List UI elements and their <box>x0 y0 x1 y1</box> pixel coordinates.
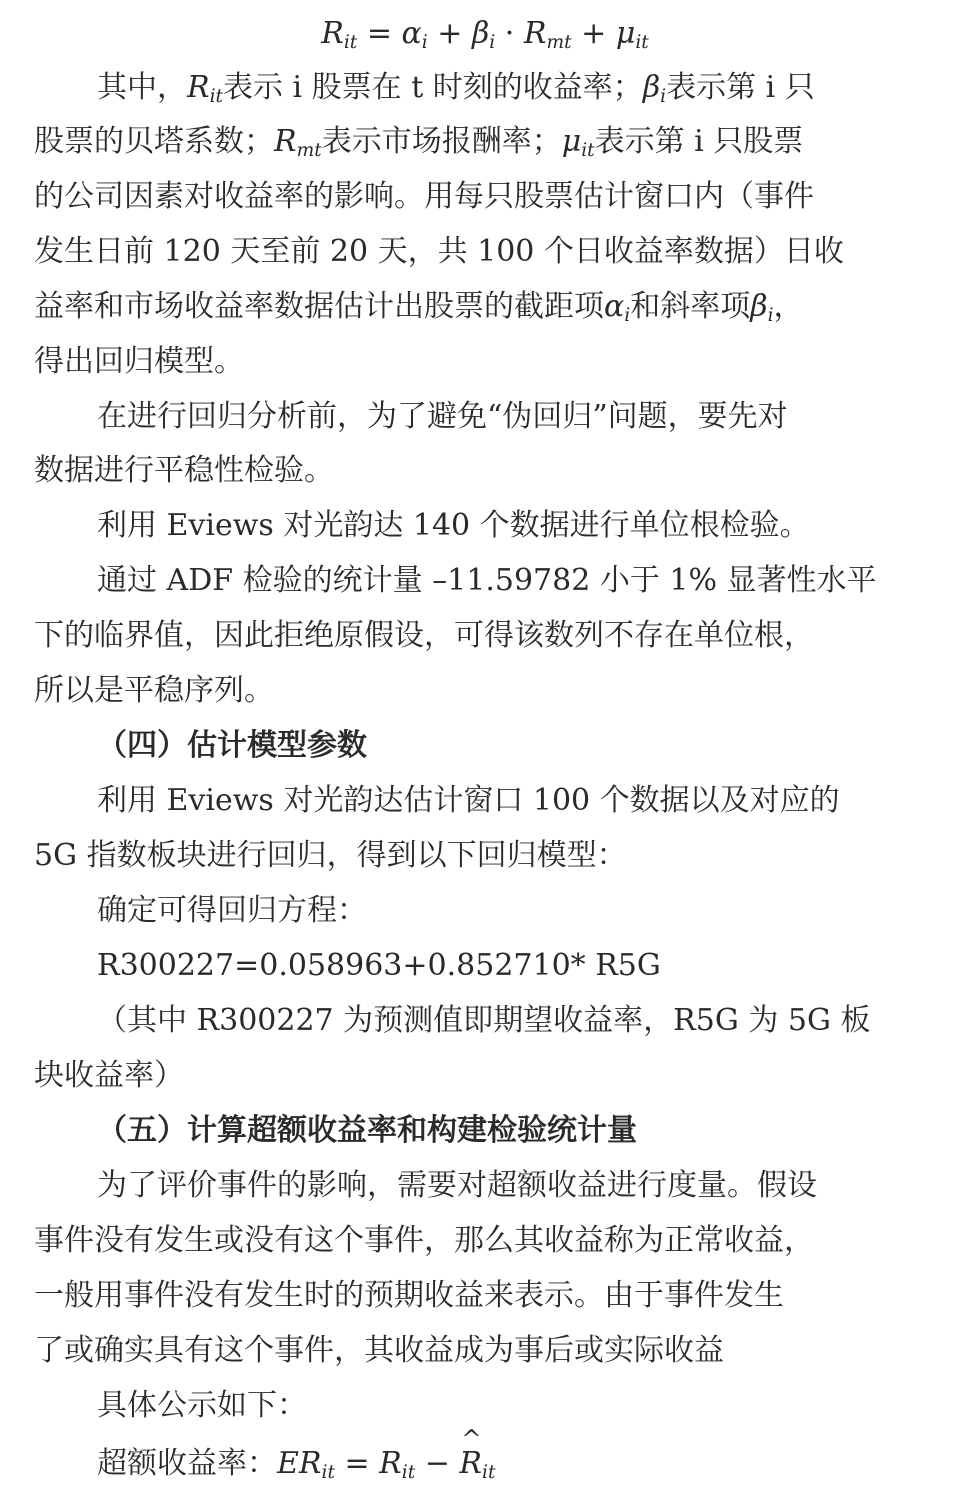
paragraph-line: 确定可得回归方程： <box>97 893 367 928</box>
regression-equation: R300227=0.058963+0.852710* R5G <box>97 948 661 983</box>
hat-accent: ^ R <box>459 1436 482 1491</box>
paragraph-line: 为了评价事件的影响，需要对超额收益进行度量。假设 <box>97 1168 817 1203</box>
capm-equation: $R_{it} = \alpha_i + \beta_i \cdot R_{mt} + \mu_{it}$ <box>321 16 649 54</box>
paragraph-line: 具体公示如下： <box>97 1388 307 1423</box>
section-heading-5: （五）计算超额收益率和构建检验统计量 <box>97 1113 637 1148</box>
paragraph-line: 事件没有发生或没有这个事件，那么其收益称为正常收益， <box>34 1223 814 1258</box>
paragraph-line: 股票的贝塔系数；$R_{mt}$表示市场报酬率；$\mu_{it}$表示第 i 只股票 <box>34 124 804 162</box>
section-heading-4: （四）估计模型参数 <box>97 728 367 763</box>
paragraph-line: 其中，$R_{it}$表示 i 股票在 t 时刻的收益率；$\beta_i$表示第 i 只 <box>97 70 815 108</box>
paragraph-line: 利用 Eviews 对光韵达 140 个数据进行单位根检验。 <box>97 508 810 543</box>
paragraph-line: 所以是平稳序列。 <box>34 673 274 708</box>
paragraph-line: 通过 ADF 检验的统计量 –11.59782 小于 1% 显著性水平 <box>97 563 877 598</box>
paragraph-line: 5G 指数板块进行回归，得到以下回归模型： <box>34 838 627 873</box>
abnormal-return-equation: 超额收益率：$ER_{it} = R_{it}$ − ^ $R_{it}$ <box>97 1436 937 1491</box>
paragraph-line: 得出回归模型。 <box>34 344 244 379</box>
paragraph-line: 一般用事件没有发生时的预期收益来表示。由于事件发生 <box>34 1278 784 1313</box>
paragraph-line: 了或确实具有这个事件，其收益成为事后或实际收益 <box>34 1333 724 1368</box>
paragraph-line: 发生日前 120 天至前 20 天，共 100 个日收益率数据）日收 <box>34 234 844 269</box>
paragraph-line: 益率和市场收益率数据估计出股票的截距项$\alpha_i$和斜率项$\beta_i$， <box>34 289 804 327</box>
paragraph-line: 块收益率） <box>34 1058 184 1093</box>
paragraph-line: 在进行回归分析前，为了避免“伪回归”问题，要先对 <box>97 399 788 434</box>
paragraph-line: 数据进行平稳性检验。 <box>34 453 334 488</box>
paragraph-line: （其中 R300227 为预测值即期望收益率，R5G 为 5G 板 <box>97 1003 871 1038</box>
paragraph-line: 的公司因素对收益率的影响。用每只股票估计窗口内（事件 <box>34 179 814 214</box>
paragraph-line: 利用 Eviews 对光韵达估计窗口 100 个数据以及对应的 <box>97 783 840 818</box>
paragraph-line: 下的临界值，因此拒绝原假设，可得该数列不存在单位根， <box>34 618 814 653</box>
